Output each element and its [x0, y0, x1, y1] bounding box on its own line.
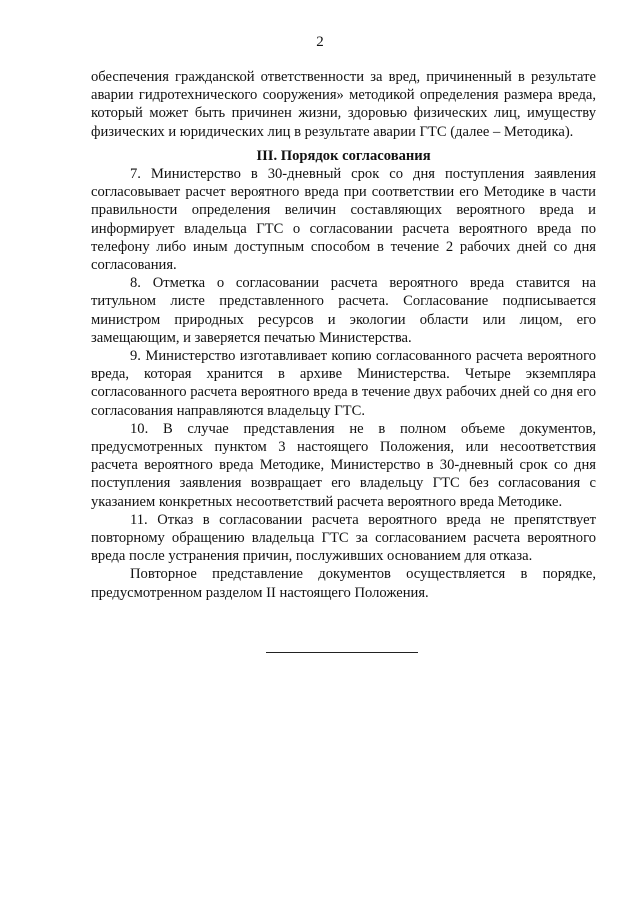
intro-paragraph: обеспечения гражданской ответственности за вред, причиненный в результате аварии гидротехнического сооружения» методикой определения размера вреда, который может быть причинен жизни, здоровью физических лиц, имуществу физических и юридических лиц в результате аварии ГТС (далее – Методика). — [91, 69, 596, 140]
paragraph-10: 10. В случае представления не в полном объеме документов, предусмотренных пунктом 3 настоящего Положения, или несоответствия расчета вероятного вреда Методике, Министерство в 30-дневный срок со дня поступления заявления возвращает его владельцу ГТС без согласования с указанием конкретных несоответствий расчета вероятного вреда Методике. — [91, 420, 596, 510]
document-body — [91, 68, 596, 602]
page-number: 2 — [316, 34, 324, 50]
paragraph-11: 11. Отказ в согласовании расчета вероятного вреда не препятствует повторному обращению владельца ГТС за согласованием расчета вероятного вреда после устранения причин, послуживших основанием для отказа. — [91, 511, 596, 565]
end-divider-line — [266, 652, 418, 653]
paragraph-resubmission: Повторное представление документов осуществляется в порядке, предусмотренном разделом II настоящего Положения. — [91, 566, 596, 601]
paragraph-7: 7. Министерство в 30-дневный срок со дня поступления заявления согласовывает расчет вероятного вреда при соответствии его Методике в части правильности определения величин составляющих вероятного вреда и информирует владельца ГТС о согласовании расчета вероятного вреда по телефону либо иным доступным способом в течение 2 рабочих дней со дня согласования. — [91, 166, 596, 274]
paragraph-9: 9. Министерство изготавливает копию согласованного расчета вероятного вреда, которая хранится в архиве Министерства. Четыре экземпляра согласованного расчета вероятного вреда в течение двух рабочих дней со дня его согласования направляются владельцу ГТС. — [91, 348, 596, 419]
section-heading: III. Порядок согласования — [256, 147, 431, 164]
paragraph-8: 8. Отметка о согласовании расчета вероятного вреда ставится на титульном листе представленного расчета. Согласование подписывается министром природных ресурсов и экологии области или лицом, его замещающим, и заверяется печатью Министерства. — [91, 275, 596, 346]
